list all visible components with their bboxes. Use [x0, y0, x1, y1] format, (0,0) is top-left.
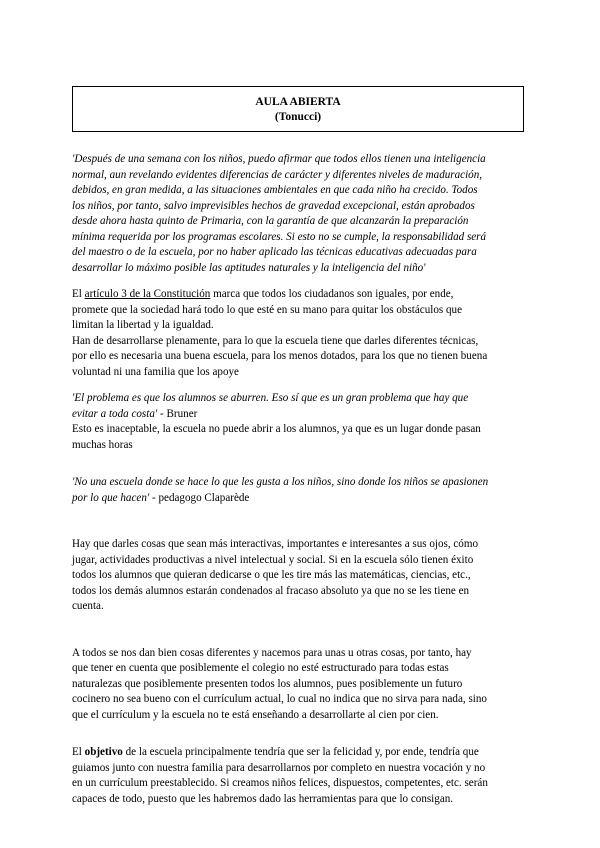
paragraph-line: voluntad ni una familia que los apoye	[72, 365, 239, 378]
quote-author: - Bruner	[157, 407, 198, 420]
paragraph-line: Hay que darles cosas que sean más interactivas, importantes e interesantes a sus ojos, cómo	[72, 538, 479, 550]
page-title: AULA ABIERTA	[255, 96, 341, 108]
quote-line: del maestro o de la escuela, por no haber aplicado las técnicas educativas adecuadas para	[72, 246, 477, 258]
quote-line: normal, aun revelando evidentes diferencias de carácter y diferentes niveles de maduración,	[72, 168, 483, 181]
text-fragment: evitar a toda costa'	[72, 407, 158, 420]
text-fragment: de la escuela principalmente tendría que ser la felicidad y, por ende, tendría que	[122, 746, 479, 758]
paragraph-line: cocinero no sea bueno con el currículum actual, lo cual no indica que no sirva para nada, sino	[72, 693, 487, 705]
quote-line: 'El problema es que los alumnos se aburren. Eso sí que es un gran problema que hay que	[72, 392, 469, 404]
paragraph-line: que tener en cuenta que posiblemente el colegio no esté estructurado para todas estas	[72, 662, 449, 674]
paragraph-line: promete que la sociedad hará todo lo que esté en su mano para quitar los obstáculos que	[72, 303, 463, 316]
paragraph-line: muchas horas	[72, 438, 133, 451]
quote-line: 'No una escuela donde se hace lo que les gusta a los niños, sino donde los niños se apasionen	[72, 476, 489, 488]
paragraph-line: que el currículum y la escuela no te está enseñando a desarrollarte al cien por cien.	[72, 708, 439, 721]
paragraph-line: Esto es inaceptable, la escuela no puede abrir a los alumnos, ya que es un lugar donde pasan	[72, 423, 481, 435]
paragraph-line: en un currículum preestablecido. Si creamos niños felices, dispuestos, competentes, etc. serán	[72, 777, 488, 789]
paragraph-line: limitan la libertad y la igualdad.	[72, 319, 214, 331]
constitution-link[interactable]: artículo 3 de la Constitución	[84, 288, 211, 300]
quote-line: debidos, en gran medida, a las situaciones ambientales en que cada niño ha crecido. Todos	[72, 184, 478, 196]
paragraph-line: capaces de todo, puesto que les habremos dado las herramientas para que lo consigan.	[72, 792, 454, 805]
claparede-quote	[72, 475, 528, 506]
bruner-quote	[72, 391, 528, 453]
title-box	[72, 86, 524, 132]
text-fragment: El	[72, 288, 85, 300]
paragraph-line: por ello es necesaria una buena escuela, para los menos dotados, para los que no tienen buena	[72, 350, 488, 362]
page-subtitle: (Tonucci)	[274, 111, 322, 123]
quote-line	[72, 491, 528, 507]
quote-line: mínima requerida por los programas escolares. Si esto no se cumple, la responsabilidad será	[72, 230, 487, 243]
paragraph-line: todos los alumnos que quieran dedicarse o que les tire más las matemáticas, ciencias, etc.,	[72, 569, 471, 581]
objective-keyword: objetivo	[84, 746, 123, 758]
text-fragment: por lo que hacen'	[72, 491, 150, 504]
objective-paragraph	[72, 745, 528, 807]
paragraph-line: todos los demás alumnos estarán condenados al fracaso absoluto ya que no se les tiene en	[72, 584, 470, 597]
constitution-paragraph	[72, 287, 528, 380]
paragraph-line: jugar, actividades productivas a nivel intelectual y social. Si en la escuela sólo tienen éxito	[72, 553, 474, 566]
document-page	[72, 86, 528, 807]
paragraph-line: A todos se nos dan bien cosas diferentes y nacemos para unas u otras cosas, por tanto, hay	[72, 646, 472, 659]
interactive-paragraph	[72, 537, 528, 615]
diversity-paragraph	[72, 646, 528, 724]
quote-line: 'Después de una semana con los niños, puedo afirmar que todos ellos tienen una inteligencia	[72, 153, 486, 165]
paragraph-line	[72, 287, 528, 303]
text-fragment: marca que todos los ciudadanos son iguales, por ende,	[210, 288, 454, 300]
paragraph-line	[72, 745, 528, 761]
quote-author: - pedagogo Claparède	[149, 491, 250, 504]
paragraph-line: naturalezas que posiblemente presenten todos los alumnos, pues posiblemente un futuro	[72, 677, 463, 690]
quote-line: desde ahora hasta quinto de Primaria, con la garantía de que alcanzarán la preparación	[72, 215, 469, 227]
quote-line	[72, 407, 528, 423]
tonucci-quote	[72, 152, 528, 276]
text-fragment: El	[72, 746, 85, 758]
paragraph-line: cuenta.	[72, 600, 104, 612]
paragraph-line: guiamos junto con nuestra familia para desarrollarnos por completo en nuestra vocación y no	[72, 761, 486, 774]
quote-line: los niños, por tanto, salvo imprevisibles hechos de gravedad excepcional, están aprobados	[72, 199, 475, 212]
paragraph-line: Han de desarrollarse plenamente, para lo que la escuela tiene que darles diferentes técnicas,	[72, 334, 479, 347]
quote-line: desarrollar lo máximo posible las aptitudes naturales y la inteligencia del niño'	[72, 261, 426, 274]
